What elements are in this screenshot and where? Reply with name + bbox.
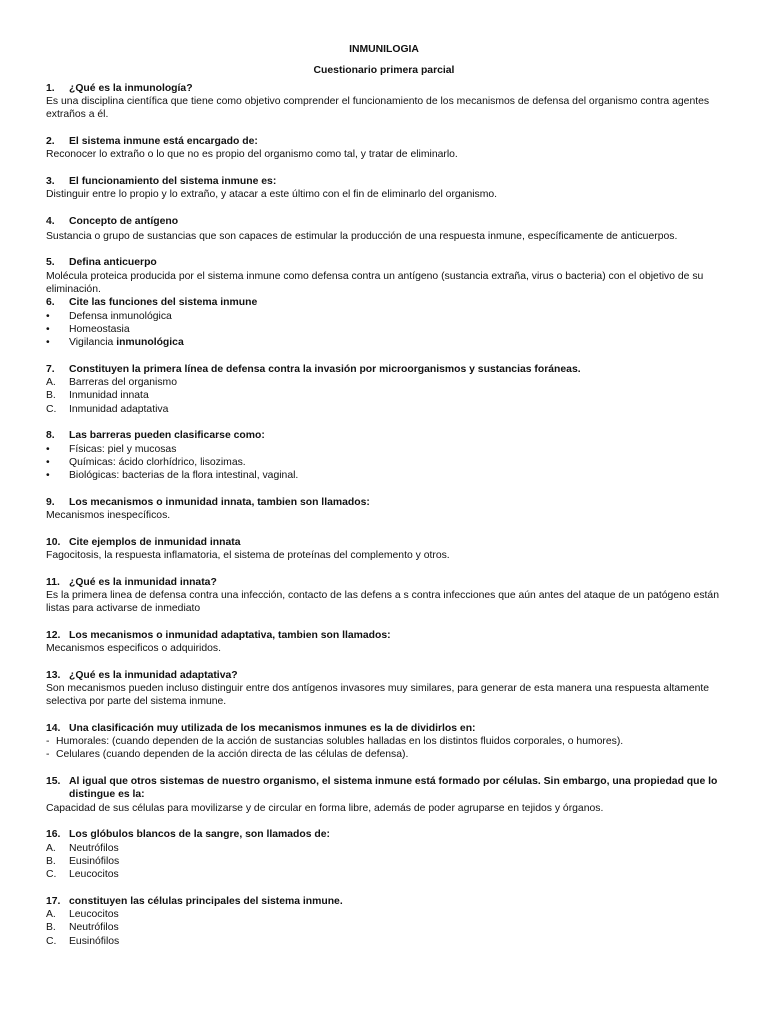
question-number: 13. [46, 669, 61, 681]
document-subtitle: Cuestionario primera parcial [313, 65, 455, 77]
question-number: 3. [46, 175, 55, 187]
list-item-text: Humorales: (cuando dependen de la acción de sustancias solubles halladas en los distintos fluidos corporales, o humores). [56, 736, 624, 748]
question-number: 4. [46, 215, 55, 227]
list-marker: - [46, 736, 50, 748]
list-marker: B. [46, 390, 56, 402]
list-marker: C. [46, 869, 57, 881]
list-item [46, 855, 722, 868]
question-6 [46, 296, 722, 349]
question-number: 16. [46, 829, 61, 841]
list-item-text: Químicas: ácido clorhídrico, lisozimas. [69, 456, 246, 468]
question-text: ¿Qué es la inmunología? [69, 82, 193, 94]
answer-text: Es la primera linea de defensa contra una infección, contacto de las defens a s contra infecciones que aún antes del ataque de un patógeno están listas para activarse de inmediato [46, 589, 719, 615]
list-item [46, 443, 722, 456]
question-7 [46, 363, 722, 416]
question-10 [46, 536, 722, 563]
question-number: 8. [46, 430, 55, 442]
list-item [46, 389, 722, 402]
question-8 [46, 429, 722, 482]
list-marker: B. [46, 922, 56, 934]
list-item-text: Celulares (cuando dependen de la acción directa de las células de defensa). [56, 749, 409, 761]
question-5 [46, 256, 722, 296]
question-text: Los mecanismos o inmunidad adaptativa, tambien son llamados: [69, 629, 391, 641]
question-number: 15. [46, 776, 61, 788]
list-item-bold-text: inmunológica [116, 337, 184, 349]
question-number: 1. [46, 82, 55, 94]
list-item [46, 403, 722, 416]
question-text: Cite ejemplos de inmunidad innata [69, 536, 241, 548]
list-item [46, 921, 722, 934]
question-12 [46, 629, 722, 656]
list-item-text: Leucocitos [69, 869, 119, 881]
question-3 [46, 175, 722, 202]
question-number: 14. [46, 722, 61, 734]
question-4 [46, 215, 722, 244]
list-item-text: Neutrófilos [69, 842, 119, 854]
question-text: Concepto de antígeno [69, 215, 179, 227]
question-17 [46, 895, 722, 948]
list-marker: A. [46, 377, 56, 389]
list-item [46, 456, 722, 469]
list-item [46, 935, 722, 948]
list-item [46, 323, 722, 336]
question-number: 17. [46, 895, 61, 907]
list-item-text: Defensa inmunológica [69, 310, 172, 322]
answer-text: Mecanismos inespecíficos. [46, 510, 171, 522]
answer-text: Es una disciplina científica que tiene como objetivo comprender el funcionamiento de los mecanismos de defensa del organismo contra agentes extraños a él. [46, 95, 710, 121]
list-item-text: Físicas: piel y mucosas [69, 443, 177, 455]
question-9 [46, 496, 722, 523]
bullet-icon: • [46, 323, 50, 335]
question-number: 2. [46, 135, 55, 147]
question-text: Al igual que otros sistemas de nuestro organismo, el sistema inmune está formado por células. Sin embargo, una propiedad que lo distingue es la: [69, 776, 718, 801]
answer-text: Mecanismos especificos o adquiridos. [46, 643, 221, 655]
question-2 [46, 135, 722, 162]
answer-text: Distinguir entre lo propio y lo extraño, y atacar a este último con el fin de eliminarlo del organismo. [46, 188, 498, 200]
question-number: 12. [46, 629, 61, 641]
bullet-icon: • [46, 337, 50, 349]
question-number: 7. [46, 363, 55, 375]
question-text: Cite las funciones del sistema inmune [69, 297, 258, 309]
document-content [46, 43, 722, 948]
list-marker: A. [46, 909, 56, 920]
answer-text: Fagocitosis, la respuesta inflamatoria, el sistema de proteínas del complemento y otros. [46, 549, 450, 561]
list-item-text: Eusinófilos [69, 935, 120, 947]
list-item [46, 908, 722, 921]
list-item-text: Inmunidad adaptativa [69, 403, 169, 415]
list-item [46, 748, 722, 761]
question-16 [46, 828, 722, 881]
question-text: Los mecanismos o inmunidad innata, tambien son llamados: [69, 496, 370, 508]
list-marker: B. [46, 855, 56, 867]
list-item [46, 469, 722, 482]
bullet-icon: • [46, 310, 50, 322]
list-item [46, 310, 722, 323]
question-14 [46, 722, 722, 762]
list-marker: - [46, 749, 50, 761]
bullet-icon: • [46, 456, 50, 468]
list-item-text: Neutrófilos [69, 922, 119, 934]
list-item [46, 336, 722, 349]
list-item-text: Homeostasia [69, 323, 130, 335]
question-number: 6. [46, 297, 55, 309]
question-15 [46, 775, 722, 815]
question-text: constituyen las células principales del sistema inmune. [69, 895, 343, 907]
list-item [46, 868, 722, 881]
list-marker: A. [46, 842, 56, 854]
question-number: 5. [46, 257, 55, 269]
bullet-icon: • [46, 443, 50, 455]
question-text: Los glóbulos blancos de la sangre, son llamados de: [69, 829, 330, 841]
question-text: Constituyen la primera línea de defensa contra la invasión por microorganismos y sustancias foráneas. [69, 363, 581, 375]
list-marker: C. [46, 403, 57, 415]
question-text: ¿Qué es la inmunidad adaptativa? [69, 669, 238, 681]
question-text: Defina anticuerpo [69, 257, 157, 269]
document-title: INMUNILOGIA [349, 44, 419, 55]
list-item [46, 842, 722, 855]
answer-text: Son mecanismos pueden incluso distinguir entre dos antígenos invasores muy similares, para generar de esta manera una respuesta altamente selectiva por parte del sistema inmune. [46, 682, 710, 708]
bullet-icon: • [46, 470, 50, 482]
list-item-text: Inmunidad innata [69, 390, 149, 402]
list-item [46, 735, 722, 748]
question-text: El funcionamiento del sistema inmune es: [69, 175, 277, 187]
list-item-text: Vigilancia [69, 337, 114, 349]
answer-text: Molécula proteica producida por el sistema inmune como defensa contra un antígeno (sustancia extraña, virus o bacteria) con el objetivo de su eliminación. [46, 270, 704, 296]
list-item-text: Eusinófilos [69, 855, 120, 867]
question-text: ¿Qué es la inmunidad innata? [69, 576, 217, 588]
question-number: 10. [46, 536, 61, 548]
question-text: El sistema inmune está encargado de: [69, 135, 258, 147]
list-item-text: Leucocitos [69, 909, 119, 920]
answer-text: Reconocer lo extraño o lo que no es propio del organismo como tal, y tratar de eliminarlo. [46, 149, 458, 161]
list-item-text: Biológicas: bacterias de la flora intestinal, vaginal. [69, 470, 299, 482]
answer-text: Capacidad de sus células para movilizarse y de circular en forma libre, además de poder agruparse en tejidos y órganos. [46, 802, 604, 814]
question-13 [46, 669, 722, 709]
question-number: 9. [46, 496, 55, 508]
list-marker: C. [46, 935, 57, 947]
question-text: Las barreras pueden clasificarse como: [69, 430, 265, 442]
question-11 [46, 576, 722, 616]
question-text: Una clasificación muy utilizada de los mecanismos inmunes es la de dividirlos en: [69, 722, 476, 734]
list-item-text: Barreras del organismo [69, 377, 177, 389]
question-number: 11. [46, 576, 60, 588]
question-1 [46, 82, 722, 122]
list-item [46, 376, 722, 389]
answer-text: Sustancia o grupo de sustancias que son capaces de estimular la producción de una respuesta inmune, específicamente de anticuerpos. [46, 230, 678, 242]
